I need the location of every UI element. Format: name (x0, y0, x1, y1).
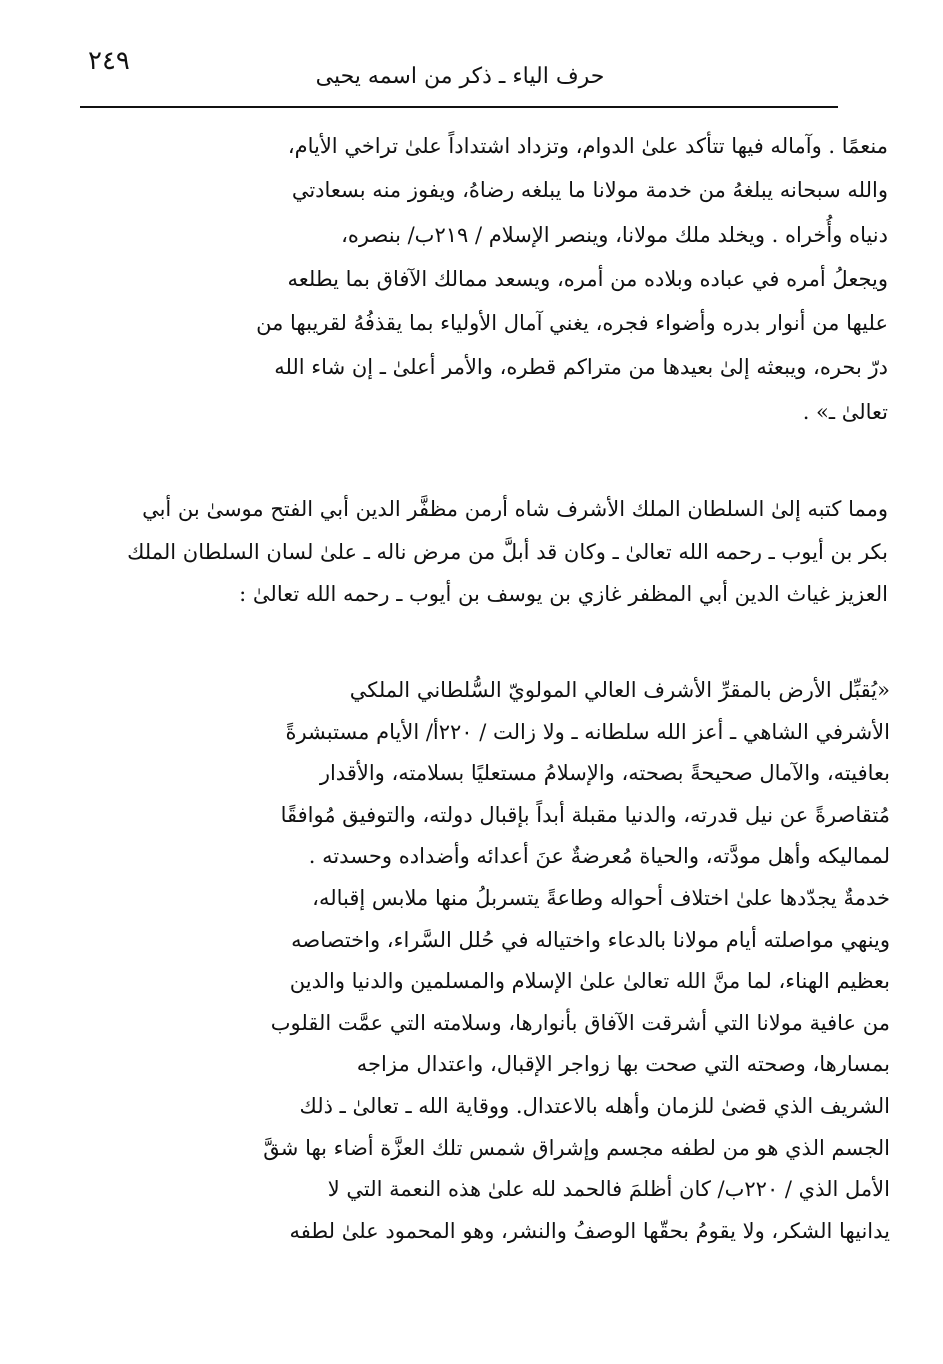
text-line: تعالىٰ ـ» . (802, 399, 888, 424)
header-rule (80, 106, 838, 108)
text-line: دنياه وأُخراه . ويخلد ملك مولانا، وينصر الإسلام / ٢١٩ب/ بنصره، (341, 222, 888, 247)
paragraph-letter-body (160, 670, 890, 1252)
paragraph-introduction (92, 488, 888, 616)
text-line: بعافيته، والآمال صحيحةً بصحته، والإسلامُ مستعليًا بسلامته، والأقدار (319, 761, 890, 786)
text-line: درّ بحره، ويبعثه إلىٰ بعيدها من متراكم قطره، والأمر أعلىٰ ـ إن شاء الله (274, 355, 888, 380)
text-line: «يُقبِّل الأرض بالمقرِّ الأشرف العالي المولويّ السُّلطاني الملكي (349, 678, 890, 702)
text-line: بمسارها، وصحته التي صحت بها زواجر الإقبال، واعتدال مزاجه (356, 1052, 890, 1077)
text-line: منعمًا . وآماله فيها تتأكد علىٰ الدوام، وتزداد اشتداداً علىٰ تراخي الأيام، (287, 134, 888, 158)
text-line: خدمةٌ يجدّدها علىٰ اختلاف أحواله وطاعةً يتسربلُ منها ملابس إقباله، (312, 885, 890, 910)
running-title: حرف الياء ـ ذكر من اسمه يحيى (315, 64, 605, 89)
text-line: الأشرفي الشاهي ـ أعز الله سلطانه ـ ولا زالت / ٢٢٠أ/ الأيام مستبشرةً (285, 719, 890, 744)
text-line: مُتقاصرةً عن نيل قدرته، والدنيا مقبلة أبداً بإقبال دولته، والتوفيق مُوافقًا (280, 802, 890, 827)
page-number: ٢٤٩ (88, 46, 130, 76)
text-line: الجسم الذي هو من لطفه مجسم وإشراق شمس تلك العزَّة أضاء بها شقَّ (263, 1135, 890, 1160)
text-line: يدانيها الشكر، ولا يقومُ بحقّها الوصفُ والنشر، وهو المحمود علىٰ لطفه (289, 1218, 890, 1243)
text-line: ويجعلُ أمره في عباده وبلاده من أمره، ويسعد ممالك الآفاق بما يطلعه (287, 266, 888, 291)
text-line: العزيز غياث الدين أبي المظفر غازي بن يوسف بن أيوب ـ رحمه الله تعالىٰ : (239, 582, 888, 606)
text-line: بكر بن أيوب ـ رحمه الله تعالىٰ ـ وكان قد أبلَّ من مرض ناله ـ علىٰ لسان السلطان الملك (127, 539, 888, 564)
text-line: بعظيم الهناء، لما منَّ الله تعالىٰ علىٰ الإسلام والمسلمين والدنيا والدين (289, 969, 890, 994)
text-line: عليها من أنوار بدره وأضواء فجره، يغني آمال الأولياء بما يقذفُهُ لقريبها من (256, 311, 888, 336)
text-line: الأمل الذي / ٢٢٠ب/ كان أظلمَ فالحمد لله علىٰ هذه النعمة التي لا (327, 1177, 890, 1202)
text-line: الشريف الذي قضىٰ للزمان وأهله بالاعتدال. ووقاية الله ـ تعالىٰ ـ ذلك (299, 1093, 890, 1118)
text-line: ومما كتبه إلىٰ السلطان الملك الأشرف شاه أرمن مظفَّر الدين أبي الفتح موسىٰ بن أبي (142, 497, 888, 521)
text-line: لممالیكه وأهل مودَّته، والحياة مُعرضةٌ عنَ أعدائه وأضداده وحسدته . (308, 844, 890, 869)
text-line: والله سبحانه يبلغهُ من خدمة مولانا ما يبلغه رضاهُ، ويفوز منه بسعادتي (291, 178, 888, 203)
text-line: من عافية مولانا التي أشرقت الآفاق بأنوارها، وسلامته التي عمَّت القلوب (270, 1010, 890, 1035)
text-line: وينهي مواصلته أيام مولانا بالدعاء واختياله في حُلل السَّراء، واختصاصه (291, 927, 890, 952)
paragraph-letter-ending (160, 124, 888, 434)
